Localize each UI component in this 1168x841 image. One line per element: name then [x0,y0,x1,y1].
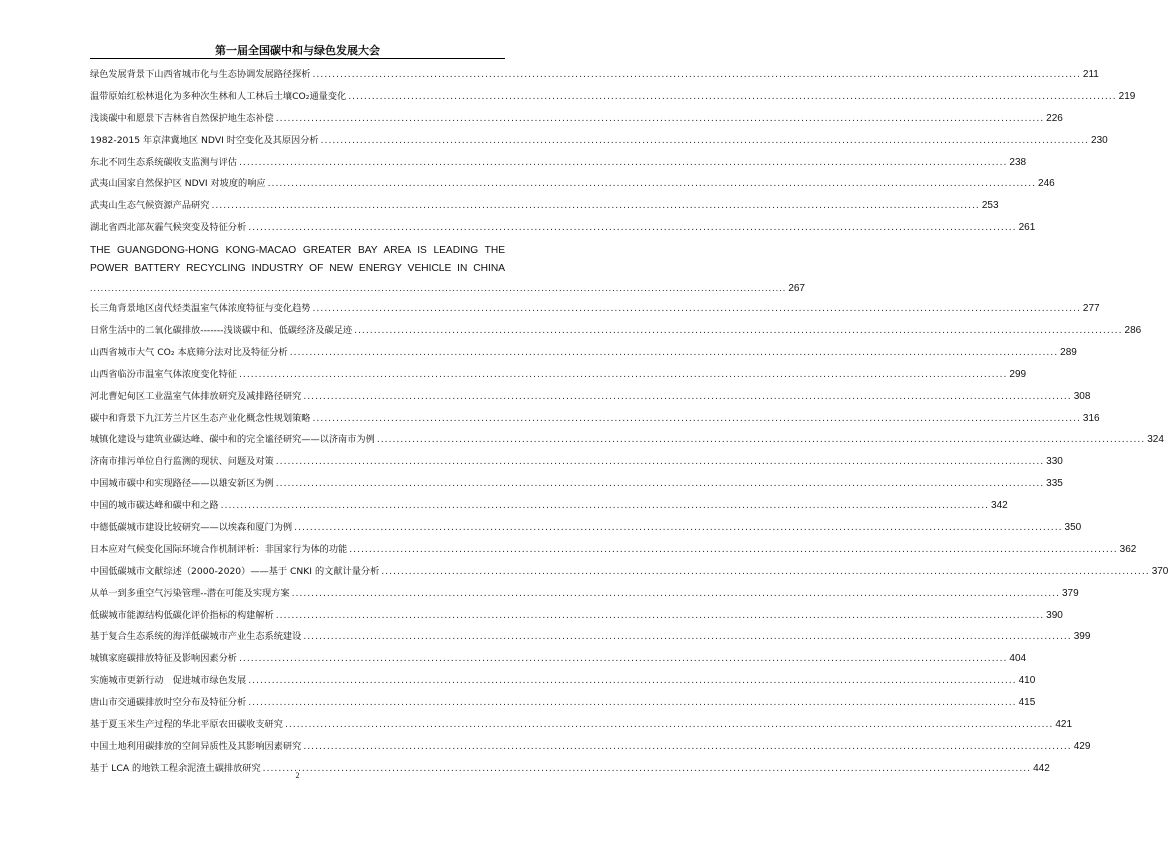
toc-entry[interactable] [90,714,1073,736]
toc-entry[interactable] [90,583,1079,605]
toc-entry-page: 277 [1082,303,1100,315]
toc-entry-title: 城镇家庭碳排放特征及影响因素分析 [90,653,237,665]
toc-entry[interactable] [90,130,1108,152]
toc-entry[interactable] [90,736,1091,758]
toc-entry[interactable] [90,408,1100,430]
toc-leader-dots [239,648,1007,670]
toc-leader-dots [354,320,1122,342]
toc-entry-page: 362 [1119,543,1137,555]
toc-leader-dots [321,130,1089,152]
toc-entry[interactable] [90,451,1063,473]
toc-entry-page: 399 [1073,631,1091,643]
toc-entry-title: 山西省临汾市温室气体浓度变化特征 [90,368,237,380]
toc-entry[interactable] [90,364,1027,386]
toc-entry-title: 济南市排污单位自行监测的现状、问题及对策 [90,456,274,468]
toc-entry-page: 299 [1009,368,1027,380]
toc-entry-page: 253 [981,200,999,212]
toc-entry-page: 316 [1082,412,1100,424]
page-number: 2 [295,771,300,780]
toc-entry-title: 唐山市交通碳排放时空分布及特征分析 [90,697,247,709]
toc-leader-dots [292,583,1060,605]
toc-leader-dots [248,217,1016,239]
toc-entry-title: 绿色发展背景下山西省城市化与生态协调发展路径探析 [90,69,311,80]
toc-entry[interactable] [90,692,1036,714]
toc-entry[interactable] [90,298,1100,320]
toc-entry-title: 中国城市碳中和实现路径——以雄安新区为例 [90,478,274,490]
toc-entry-title: 碳中和背景下九江芳兰片区生态产业化概念性规划策略 [90,412,311,424]
page-header-title: 第一届全国碳中和与绿色发展大会 [215,44,380,57]
toc-entry-title: 1982-2015 年京津冀地区 NDVI 时空变化及其原因分析 [90,134,319,146]
toc-entry-title: 日常生活中的二氧化碳排放-------浅谈碳中和、低碳经济及碳足迹 [90,325,353,337]
toc-entry-title: 城镇化建设与建筑业碳达峰、碳中和的完全谧径研究——以济南市为例 [90,434,375,446]
toc-leader-dots [313,64,1081,86]
toc-entry-page: 289 [1060,346,1077,358]
toc-entry-title: 中国的城市碳达峰和碳中和之路 [90,500,219,512]
toc-leader-dots [221,495,989,517]
toc-entry[interactable] [90,561,1168,583]
toc-entry-page: 404 [1009,653,1027,665]
toc-entry-page: 267 [788,283,805,295]
toc-entry-page: 335 [1046,478,1063,490]
toc-entry[interactable] [90,195,999,217]
toc-entry-title: 浅谈碳中和愿景下吉林省自然保护地生态补偿 [90,112,274,124]
toc-entry-page: 226 [1046,112,1063,124]
toc-entry-page: 379 [1062,587,1079,599]
toc-entry-multiline[interactable] [90,239,805,298]
toc-entry-title: 从单一到多重空气污染管理--潜在可能及实现方案 [90,587,290,599]
toc-entry-page: 429 [1073,740,1091,752]
toc-entry[interactable] [90,495,1008,517]
toc-entry-page: 370 [1151,565,1168,577]
toc-entry[interactable] [90,648,1027,670]
toc-entry-title-line-1: THE GUANGDONG-HONG KONG-MACAO GREATER BAY AREA IS LEADING THE [90,245,505,257]
toc-entry-page: 286 [1124,325,1142,337]
toc-entry-title: 长三角背景地区卤代烃类温室气体浓度特征与变化趋势 [90,303,311,315]
toc-leader-dots [381,561,1149,583]
toc-entry-title: 基于 LCA 的地铁工程余泥渣土碳排放研究 [90,762,261,774]
toc-entry-page: 415 [1018,697,1036,709]
toc-entry-page: 211 [1082,69,1099,80]
toc-leader-dots [276,108,1044,130]
toc-entry[interactable] [90,539,1137,561]
toc-entry-title: 基于夏玉米生产过程的华北平原农田碳收支研究 [90,719,283,731]
toc-entry-page: 219 [1118,90,1136,102]
toc-leader-dots [211,195,979,217]
toc-leader-dots [377,429,1145,451]
toc-entry-page: 421 [1055,719,1073,731]
toc-entry-page: 261 [1018,222,1036,234]
toc-entry-page: 230 [1091,134,1108,146]
toc-leader-dots [303,386,1071,408]
toc-entry-title: 武夷山生态气候资源产品研究 [90,200,210,212]
toc-leader-dots [294,517,1062,539]
toc-leader-dots [303,626,1071,648]
toc-entry[interactable] [90,217,1036,239]
toc-entry[interactable] [90,64,1099,86]
toc-entry-page: 308 [1073,390,1091,402]
toc-entry-page: 246 [1038,178,1055,190]
toc-leader-dots [90,278,786,298]
toc-entry[interactable] [90,605,1063,627]
toc-entry[interactable] [90,517,1082,539]
toc-leader-dots [239,152,1007,174]
toc-leader-dots [303,736,1071,758]
toc-leader-dots [276,605,1044,627]
toc-entry[interactable] [90,429,1164,451]
toc-entry-title-line-2: POWER BATTERY RECYCLING INDUSTRY OF NEW ENERGY VEHICLE IN CHINA [90,263,505,275]
toc-entry[interactable] [90,152,1027,174]
toc-leader-dots [285,714,1053,736]
toc-entry-title: 中国低碳城市文献综述（2000-2020）——基于 CNKI 的文献计量分析 [90,565,380,577]
toc-entry-title: 中德低碳城市建设比较研究——以埃森和厦门为例 [90,522,293,534]
toc-entry-title: 河北曹妃甸区工业温室气体排放研究及减排路径研究 [90,390,302,402]
toc-entry[interactable] [90,86,1136,108]
toc-entry-title: 山西省城市大气 CO₂ 本底筛分法对比及特征分析 [90,346,288,358]
toc-leader-dots [248,692,1016,714]
toc-leader-dots [348,86,1116,108]
toc-leader-dots [313,408,1081,430]
table-of-contents [90,64,1168,780]
toc-leader-dots [276,473,1044,495]
header-rule [90,58,505,59]
toc-leader-dots [313,298,1081,320]
toc-entry-page: 330 [1046,456,1063,468]
toc-entry[interactable] [90,386,1091,408]
toc-entry-page: 410 [1018,675,1036,687]
toc-entry-title: 低碳城市能源结构低碳化评价指标的构建解析 [90,609,274,621]
toc-entry-page: 390 [1046,609,1063,621]
toc-leader-dots [268,173,1036,195]
toc-entry-page: 350 [1064,522,1082,534]
toc-entry-title: 中国土地利用碳排放的空间异质性及其影响因素研究 [90,740,302,752]
toc-entry[interactable] [90,473,1063,495]
toc-entry-title: 东北不同生态系统碳收支监测与评估 [90,156,237,168]
toc-entry[interactable] [90,320,1142,342]
toc-entry-page: 324 [1147,434,1164,446]
toc-entry[interactable] [90,342,1077,364]
toc-entry[interactable] [90,108,1063,130]
toc-leader-dots [239,364,1007,386]
toc-entry-page: 238 [1009,156,1027,168]
toc-entry-title: 日本应对气候变化国际环境合作机制评析：非国家行为体的功能 [90,543,348,555]
toc-leader-dots [248,670,1016,692]
toc-entry-page: 442 [1033,762,1050,774]
toc-leader-dots [290,342,1058,364]
toc-entry-title: 温带原始红松林退化为多种次生林和人工林后土壤CO₂通量变化 [90,90,347,102]
toc-entry-title: 基于复合生态系统的海洋低碳城市产业生态系统建设 [90,631,302,643]
toc-entry-page: 342 [991,500,1008,512]
toc-leader-dots [276,451,1044,473]
toc-entry-title: 湖北省西北部灰霾气候突变及特征分析 [90,222,247,234]
toc-entry[interactable] [90,670,1036,692]
toc-leader-dots [349,539,1117,561]
toc-entry[interactable] [90,173,1055,195]
toc-entry[interactable] [90,626,1091,648]
toc-entry-title: 实施城市更新行动 促进城市绿色发展 [90,675,247,687]
toc-entry-title: 武夷山国家自然保护区 NDVI 对坡度的响应 [90,178,266,190]
